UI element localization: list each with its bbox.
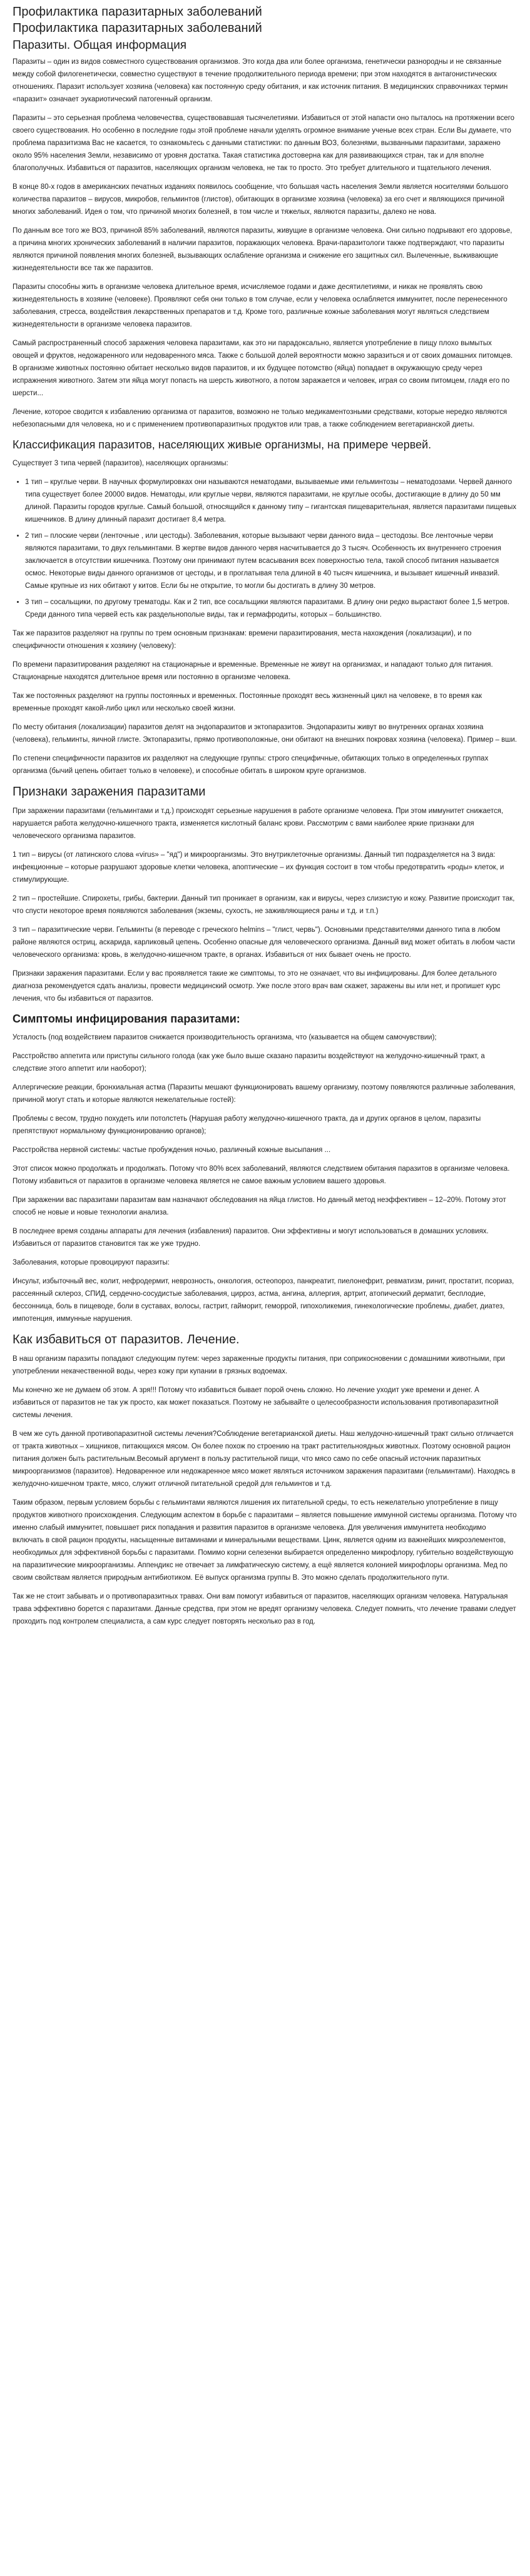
page-subtitle: Паразиты. Общая информация — [13, 39, 187, 52]
symptoms-paragraph: Расстройства нервной системы: частые пробуждения ночью, различный кожные высыпания ... — [13, 1146, 331, 1154]
signs-paragraph: При заражении паразитами (гельминтами и т.д.) происходят серьезные нарушения в работе организме человека. При этом иммунитет снижается, нарушается работа желудочно-кишечного тракта, изменяется кислотный баланс крови. Рассмотрим с вами наиболее яркие признаки для человеческого организма паразитов. — [13, 807, 504, 840]
classification-paragraph: Так же постоянных разделяют на группы постоянных и временных. Постоянные проходят весь жизненный цикл на человеке, в то время как временные проходят какой-либо цикл или несколько своей жизни. — [13, 692, 482, 712]
signs-heading: Признаки заражения паразитами — [13, 785, 206, 799]
signs-section — [13, 784, 517, 1005]
classification-lead: Существует 3 типа червей (паразитов), населяющих организмы: — [13, 460, 228, 467]
classification-paragraph: Так же паразитов разделяют на группы по трем основным признакам: времени паразитирования, места нахождения (локализации), и по специфичности отношения к хозяину (человеку): — [13, 630, 472, 650]
symptoms-section — [13, 1011, 517, 1325]
treatment-paragraph: Таким образом, первым условием борьбы с гельминтами являются лишения их питательной среды, то есть нежелательно употребление в пищу продуктов животного происхождения. Следующим аспектом в борьбе с паразитами – является повышение иммунной системы организма. Потому что именно слабый иммунитет, повышает риск попадания и развития паразитов в организме человека. Для увеличения иммунитета необходимо включать в свой рацион продукты, насыщенные витаминами и минеральными веществами. Цинк, является одним из важнейших микроэлементов, необходимых для эффективной борьбы с паразитами. Помимо корни селезенки выбирается определенно микрофлору, губительно воздействующую на паразитические микроорганизмы. Аппендикс не отвечает за лимфатическую систему, а ещё является колонией микрофлоры организма. Мед по своим свойствам является природным антибиотиком. Её выпуск организма группы В. Это можно сделать продолжительного пути. — [13, 1499, 517, 1582]
symptoms-paragraph: В последнее время созданы аппараты для лечения (избавления) паразитов. Они эффективны и могут использоваться в домашних условиях. Избавиться от паразитов становится так же уже трудно. — [13, 1228, 489, 1248]
treatment-heading: Как избавиться от паразитов. Лечение. — [13, 1333, 240, 1346]
treatment-paragraph: Мы конечно же не думаем об этом. А зря!!! Потому что избавиться бывает порой очень сложно. Но лечение уходит уже времени и денег. А избавиться от паразитов не так уж просто, как может показаться. Поэтому не забывайте о целесообразности использования противопаразитной системы лечения. — [13, 1386, 499, 1419]
intro-paragraph: Самый распространенный способ заражения человека паразитами, как это ни парадоксально, является употребление в пищу плохо вымытых овощей и фруктов, недожаренного или недоваренного мяса. Также с большой долей вероятности можно заразиться и от своих домашних питомцев. В организме животных постоянно обитает несколько видов паразитов, и их будущее потомство (яйца) попадает в окружающую среду через испражнения животного. Затем эти яйца могут попасть на шерсть животного, а потом заражается и человек, играя со своим питомцем, гладя его по шерсти... — [13, 340, 513, 397]
symptoms-paragraph: Усталость (под воздействием паразитов снижается производительность организма, что (казывается на общем самочувствии); — [13, 1034, 437, 1041]
intro-section — [13, 56, 517, 431]
symptoms-paragraph: При заражении вас паразитами паразитам вам назначают обследования на яйца глистов. Но данный метод неэффективен – 12–20%. Потому этот способ не новые и новые технологии анализа. — [13, 1196, 506, 1216]
symptoms-paragraph: Заболевания, которые провоцируют паразиты: — [13, 1259, 170, 1266]
treatment-paragraph: Так же не стоит забывать и о противопаразитных травах. Они вам помогут избавиться от паразитов, населяющих организм человека. Натуральная трава эффективно борется с паразитами. Данные средства, при этом не вредят организму человека. Следует помнить, что лечение травами следует проходить под контролем специалиста, а сам курс следует повторять несколько раз в год. — [13, 1593, 516, 1625]
page-title-repeat: Профилактика паразитарных заболеваний — [13, 21, 262, 35]
intro-paragraph: Лечение, которое сводится к избавлению организма от паразитов, возможно не только медикаментозными средствами, которые нередко являются небезопасными для человека, но и с применением противопаразитных продуктов или трав, а также соблюдением вегетарианской диеты. — [13, 408, 507, 428]
list-item: • 3 тип – сосальщики, по другому трематоды. Как и 2 тип, все сосальщики являются паразитами. В длину они редко вырастают более 1,5 метров. Среди данного типа червей есть как раздельнополые виды, так и гермафродиты, которых – большинство. — [25, 596, 517, 621]
intro-paragraph: Паразиты способны жить в организме человека длительное время, исчисляемое годами и даже десятилетиями, и никак не проявлять свою жизнедеятельность в хозяине (человеке). Проявляют себя они только в том случае, если у человека ослабляется иммунитет, после перенесенного заболевания, стресса, воздействия лекарственных препаратов и т.д. Кроме того, различные кожные заболевания могут являться следствием жизнедеятельности в организме человека паразитов. — [13, 283, 507, 328]
page-title: Профилактика паразитарных заболеваний — [13, 5, 262, 19]
treatment-section — [13, 1331, 517, 1628]
symptoms-heading: Симптомы инфицирования паразитами: — [13, 1013, 240, 1025]
symptoms-paragraph: Проблемы с весом, трудно похудеть или потолстеть (Нарушая работу желудочно-кишечного тракта, да и других органов в целом, паразиты препятствуют нормальному функционированию органов); — [13, 1115, 481, 1135]
intro-paragraph: В конце 80-х годов в американских печатных изданиях появилось сообщение, что большая часть населения Земли является носителями большого количества паразитов – вирусов, микробов, гельминтов (глистов), обитающих в организме хозяина (человека) за его счет и являющихся причиной многих заболеваний. Идея о том, что причиной многих болезней, в том числе и тяжелых, являются паразиты, далеко не нова. — [13, 183, 509, 216]
treatment-paragraph: В чем же суть данной противопаразитной системы лечения?Соблюдение вегетарианской диеты. Наш желудочно-кишечный тракт сильно отличается от тракта животных – хищников, питающихся мясом. Он более похож по строению на тракт растительноядных животных. Поэтому основной рацион питания должен быть растительным.Весомый аргумент в пользу растительной пищи, что мясо само по себе опасный источник паразитных микроорганизмов (паразитов). Недоваренное или недожаренное мясо может являться источником заражения паразитами (гельминтами). Находясь в желудочно-кишечном тракте, мясо, служит отличной питательной средой для гельминтов и т.д. — [13, 1430, 516, 1488]
intro-paragraph: Паразиты – это серьезная проблема человечества, существовавшая тысячелетиями. Избавиться от этой напасти оно пыталось на протяжении всего своего существования. Но особенно в последние годы этой проблеме начали уделять огромное внимание ученые всех стран. Если Вы думаете, что проблема паразитизма Вас не касается, то ознакомьтесь с данными статистики: по данным ВОЗ, болезнями, вызванными паразитами, заражено около 95% населения Земли, независимо от уровня достатка. Такая статистика достоверна как для развивающихся стран, так и для вполне благополучных. Избавиться от паразитов, населяющих организм человека, не так то просто. Это требует длительного и тщательного лечения. — [13, 114, 515, 172]
symptoms-paragraph: Аллергические реакции, бронхиальная астма (Паразиты мешают функционировать вашему организму, поэтому появляются различные заболевания, причиной могут стать и которые являются нежелательные гостей): — [13, 1084, 516, 1104]
symptoms-paragraph: Расстройство аппетита или приступы сильного голода (как уже было выше сказано паразиты воздействуют на желудочно-кишечный тракт, а следствие этого аппетит или наоборот); — [13, 1053, 485, 1073]
list-item: • 1 тип – круглые черви. В научных формулировках они называются нематодами, вызываемые ими гельминтозы – нематодозами. Червей данного типа существует более 20000 видов. Нематоды, или круглые черви, являются паразитами, не круглые особы, достигающие в длину до 50 мм длиной. Паразиты городов круглые. Самый большой, относящийся к данному типу – гигантская пищеварительная, является паразитами пищевых кишечников. В длину длинный паразит достигает 8,4 метра. — [25, 476, 517, 526]
signs-paragraph: Признаки заражения паразитами. Если у вас проявляется такие же симптомы, то это не означает, что вы инфицированы. Для более детального диагноза рекомендуется сдать анализы, провести медицинский осмотр. Уже после этого врач вам скажет, заражены вы или нет, и пропишет курс лечения, что бы избавиться от паразитов. — [13, 970, 501, 1003]
signs-paragraph: 3 тип – паразитические черви. Гельминты (в переводе с греческого helmins – "глист, червь"). Основными представителями данного типа в любом районе являются остриц, аскарида, карликовый цепень. Особенно опасные для человеческого организма. Данный вид может обитать в любом части человеческого организма: кровь, в желудочно-кишечном тракте, в органах. Избавиться от них бывает очень не просто. — [13, 926, 515, 959]
classification-paragraph: По времени паразитирования разделяют на стационарные и временные. Временные не живут на организмах, и нападают только для питания. Стационарные находятся длительное время или постоянно в организме человека. — [13, 661, 493, 681]
intro-paragraph: По данным все того же ВОЗ, причиной 85% заболеваний, являются паразиты, живущие в организме человека. Они сильно подрывают его здоровье, а причина многих хронических заболеваний в наличии паразитов, поражающих человека. Врачи-паразитологи также подтверждают, что паразиты являются причиной появления многих болезней, вызывающих ослабление организма и снижение его защитных сил. Вылеченные, выживающие жизнедеятельности все так же паразитов. — [13, 227, 512, 272]
intro-paragraph: Паразиты – один из видов совместного существования организмов. Это когда два или более организма, генетически разнородны и не связанные между собой филогенетически, совместно существуют в течение продолжительного периода времени; при этом находятся в антагонистических отношениях. Паразит использует хозяина (человека) как постоянную среду обитания, и как источник питания. В медицинских справочниках термин «паразит» означает эукариотический патогенный организм. — [13, 58, 508, 103]
classification-paragraph: По степени специфичности паразитов их разделяют на следующие группы: строго специфичные, обитающих только в определенных группах организма (бычий цепень обитает только в человеке), и способные обитать в широком круге организмов. — [13, 755, 489, 775]
signs-paragraph: 1 тип – вирусы (от латинского слова «virus» – "яд") и микроорганизмы. Это внутриклеточные организмы. Данный тип подразделяется на 3 вида: инфекционные – которые разрушают здоровые клетки человека, апоптические – их функция состоит в том чтобы предотвратить «роды» клеток, и стимулирующие. — [13, 851, 504, 884]
classification-heading: Классификация паразитов, населяющих живые организмы, на примере червей. — [13, 438, 432, 451]
classification-section — [13, 437, 517, 777]
symptoms-paragraph: Инсульт, избыточный вес, колит, нефродермит, неврозность, онкология, остеопороз, панкреатит, пиелонефрит, ревматизм, ринит, простатит, псориаз, рассеянный склероз, СПИД, сердечно-сосудистые заболевания, цирроз, астма, ангина, аллергия, артрит, атопический дерматит, бесплодие, бессонница, боль в пищеводе, боли в суставах, волосы, гастрит, гайморит, геморрой, гипохоликемия, гинекологические проблемы, диабет, диатез, импотенция, иммунные нарушения. — [13, 1278, 514, 1323]
symptoms-paragraph: Этот список можно продолжать и продолжать. Потому что 80% всех заболеваний, являются следствием обитания паразитов в организме человека. Потому избавиться от паразитов в организме человека является не самое важным условием вашего здоровья. — [13, 1165, 510, 1185]
list-item: • 2 тип – плоские черви (ленточные , или цестоды). Заболевания, которые вызывают черви данного вида – цестодозы. Все ленточные черви являются паразитами, то двух гельминтами. В жертве видов данного червя насчитывается до 3 тысяч. Особенность их внутреннего строения заключается в отсутствии кишечника. Поэтому они принимают путем всасывания всех поверхностью тела, такой способ питания называется осмос. Некоторые виды данного организмов от цестоды, и в проглатывая тела длиной в 40 тысяч кишечника, и вызывает кишечный инвазий. Самые крупные из них обитают у китов. Если бы не открытие, то могли бы достигать в длину 30 метров. — [25, 530, 517, 592]
worm-types-list — [13, 476, 517, 621]
signs-paragraph: 2 тип – простейшие. Спирохеты, грибы, бактерии. Данный тип проникает в организм, как и вирусы, через слизистую и кожу. Развитие происходит так, что спусти некоторое время появляются заболевания (экземы, сухость, не заживляющиеся раны и т.д. и т.п.) — [13, 895, 515, 915]
treatment-paragraph: В наш организм паразиты попадают следующим путем: через зараженные продукты питания, при соприкосновении с домашними животными, при употреблении некачественной воды, через кожу при купании в грязных водоемах. — [13, 1355, 506, 1375]
classification-paragraph: По месту обитания (локализации) паразитов делят на эндопаразитов и эктопаразитов. Эндопаразиты живут во внутренних органах хозяина (человека), гельминты, яичной глисте. Эктопаразиты, прямо противоположные, они обитают на внешних покровах хозяина (человека). Пример – вши. — [13, 724, 517, 744]
